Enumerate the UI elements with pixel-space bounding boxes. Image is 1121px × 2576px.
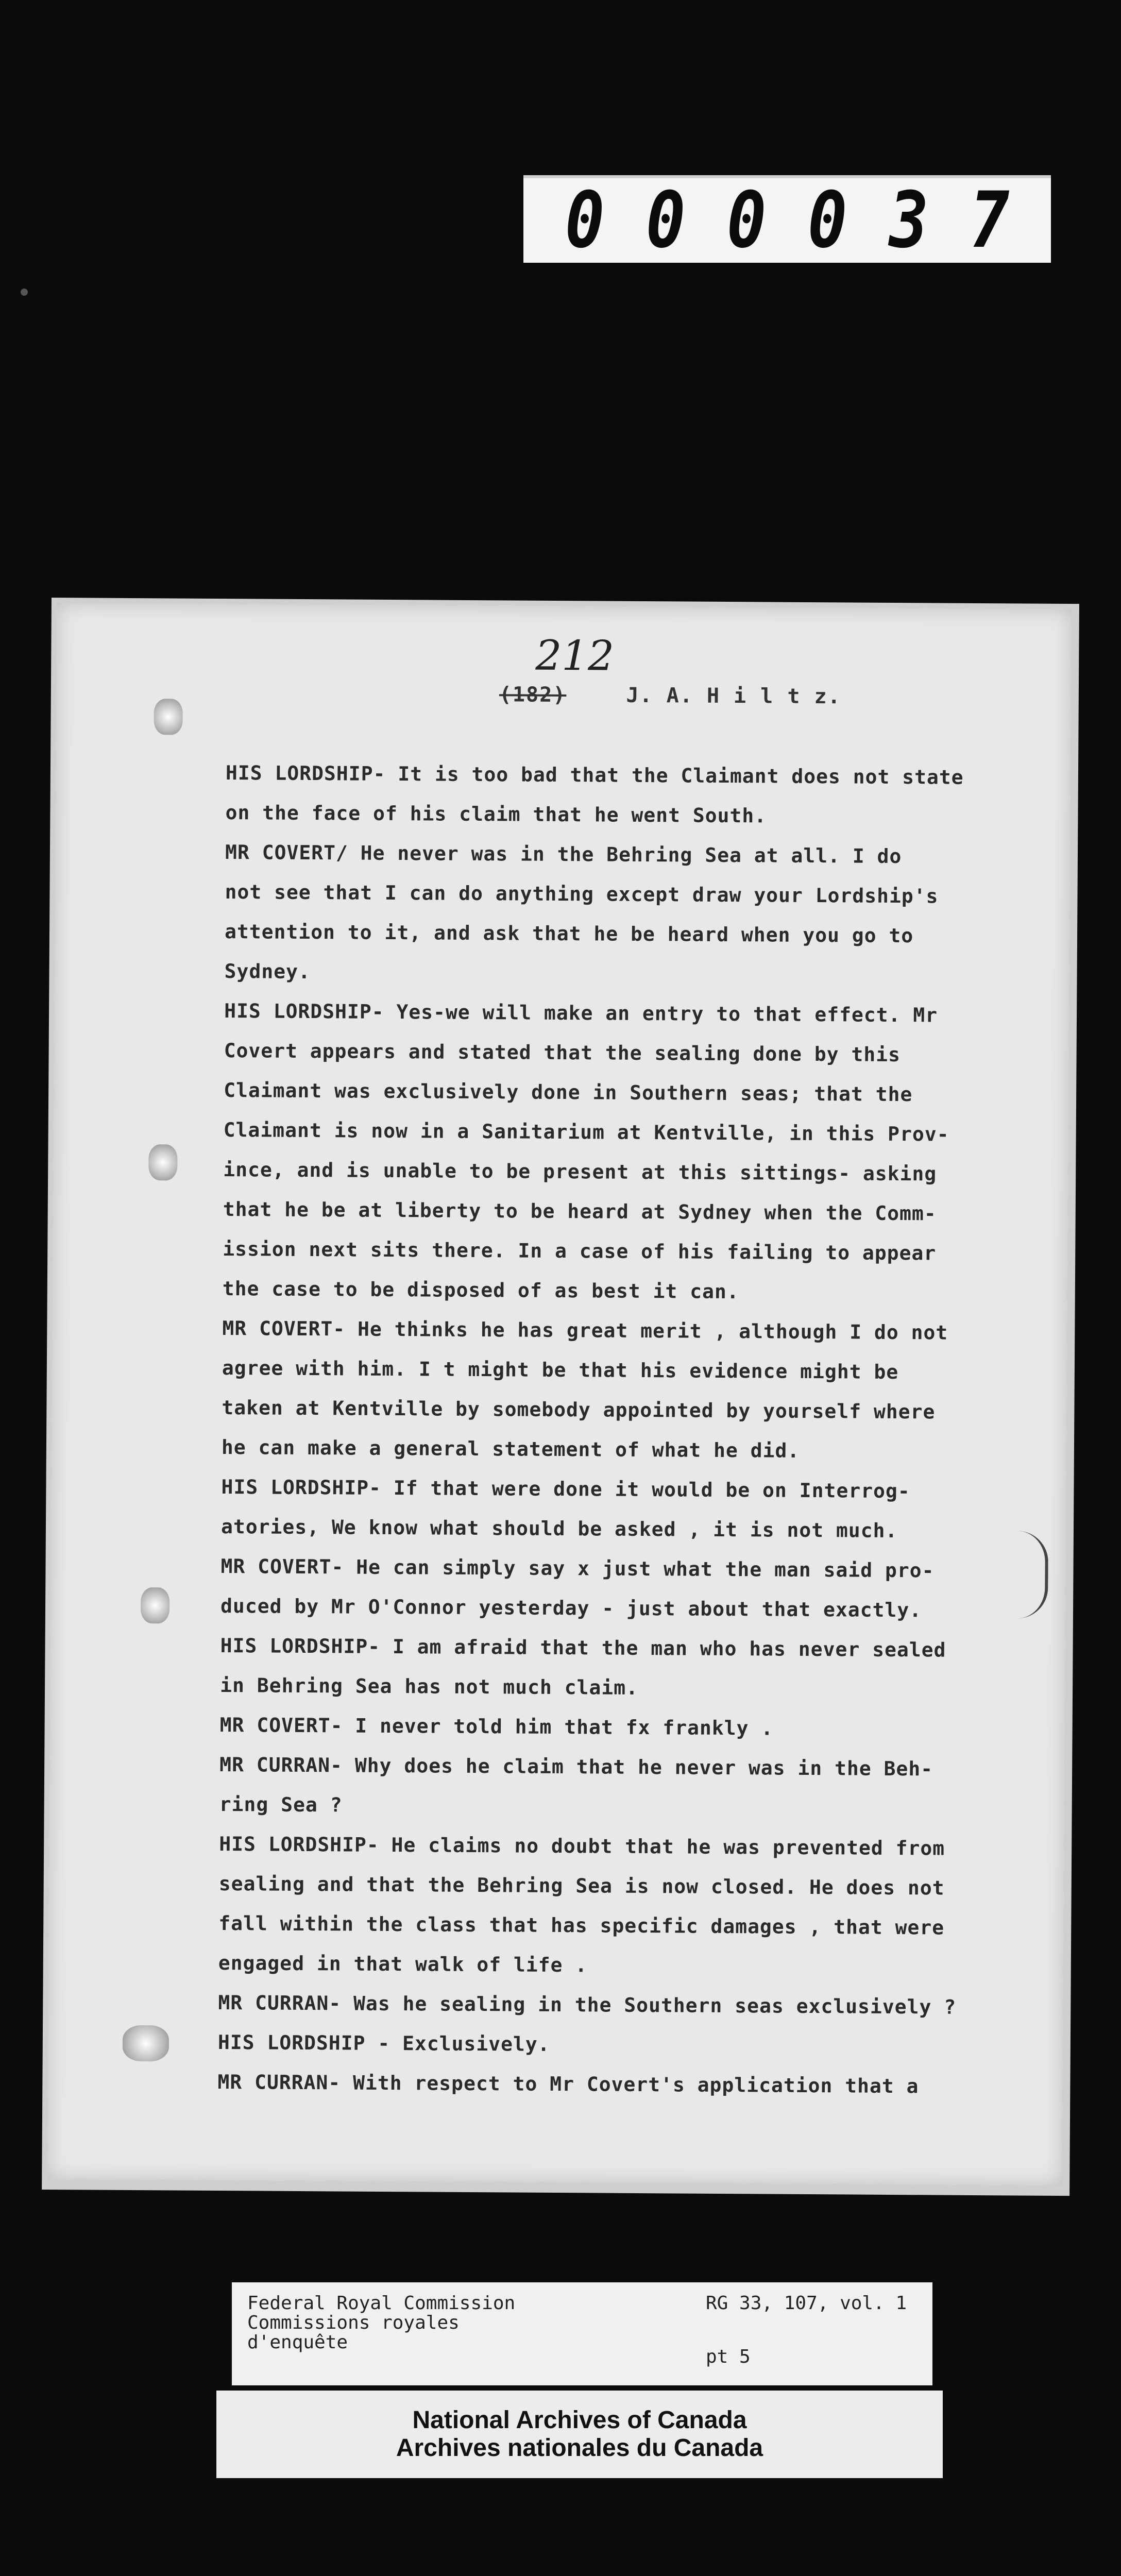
transcript-line: HIS LORDSHIP- I am afraid that the man who has never sealed [220,1634,946,1662]
transcript-line: MR COVERT- He can simply say x just what the man said pro- [220,1554,935,1582]
transcript-line: atories, We know what should be asked , it is not much. [220,1515,898,1543]
frame-digit: 0 [646,176,686,265]
transcript-line: MR COVERT/ He never was in the Behring Sea at all. I do [225,841,902,868]
archives-banner [216,2391,943,2478]
collection-label [232,2282,932,2385]
transcript-line: HIS LORDSHIP- Yes-we will make an entry to that effect. Mr [224,999,938,1027]
margin-bracket-mark [1014,1531,1048,1618]
transcript-line: MR COVERT- He thinks he has great merit , although I do not [222,1316,948,1344]
transcript-line: MR CURRAN- Why does he claim that he never was in the Beh- [219,1753,933,1781]
transcript-line: attention to it, and ask that he be heard when you go to [224,920,914,947]
record-group-ref: RG 33, 107, vol. 1 [706,2293,907,2314]
frame-digit: 3 [889,176,929,265]
collection-reference [706,2294,907,2367]
transcript-line: HIS LORDSHIP- It is too bad that the Claimant does not state [225,761,964,789]
struck-page-number: (182) [499,683,567,707]
collection-name [247,2294,515,2352]
frame-digit: 0 [726,176,767,265]
transcript-line: Sydney. [224,960,311,984]
transcript-line: the case to be disposed of as best it can. [222,1277,739,1303]
handwritten-page-number: 212 [535,631,615,680]
transcript-line: HIS LORDSHIP- If that were done it would be on Interrog- [221,1475,910,1503]
transcript-line: that he be at liberty to be heard at Sydney when the Comm- [223,1197,937,1225]
collection-name-fr-2: d'enquête [247,2332,348,2353]
collection-name-fr: Commissions royales [247,2312,460,2333]
transcript-line: ince, and is unable to be present at this sittings- asking [223,1158,937,1185]
collection-name-en: Federal Royal Commission [247,2293,516,2314]
frame-digit: 0 [808,176,848,265]
transcript-line: HIS LORDSHIP - Exclusively. [217,2030,550,2056]
transcript-line: ission next sits there. In a case of his failing to appear [223,1237,937,1265]
transcript-line: taken at Kentville by somebody appointed by yourself where [222,1396,936,1423]
archives-name-en: National Archives of Canada [412,2406,747,2434]
transcript-line: ring Sea ? [219,1792,343,1817]
transcript-line: engaged in that walk of life . [218,1951,588,1977]
transcript-line: MR COVERT- I never told him that fx frankly . [219,1713,774,1740]
transcript-line: fall within the class that has specific damages , that were [218,1911,945,1939]
transcript-line: Claimant is now in a Sanitarium at Kentville, in this Prov- [223,1118,949,1146]
transcript-line: on the face of his claim that he went South. [225,801,767,827]
film-speck [21,289,28,296]
punch-hole [154,699,182,735]
frame-digit: 0 [565,176,605,265]
transcript-line: sealing and that the Behring Sea is now closed. He does not [218,1872,945,1900]
transcript-line: HIS LORDSHIP- He claims no doubt that he was prevented from [219,1832,945,1860]
part-number: pt 5 [706,2346,751,2367]
transcript-line: duced by Mr O'Connor yesterday - just about that exactly. [220,1594,922,1622]
frame-digit: 7 [970,176,1010,265]
punch-hole [141,1587,169,1623]
transcript-line: MR CURRAN- With respect to Mr Covert's application that a [217,2070,919,2098]
transcript-line: not see that I can do anything except draw your Lordship's [225,880,939,908]
punch-hole [123,2025,169,2062]
page-header [499,683,841,708]
transcript-line: MR CURRAN- Was he sealing in the Southern seas exclusively ? [218,1991,957,2019]
punch-hole [148,1144,177,1180]
witness-name: J. A. H i l t z. [626,683,841,709]
transcript-line: he can make a general statement of what he did. [221,1435,800,1462]
frame-number-strip [523,175,1051,263]
transcript-line: Covert appears and stated that the sealing done by this [224,1039,901,1066]
archives-name-fr: Archives nationales du Canada [396,2434,763,2462]
transcript-line: Claimant was exclusively done in Southern seas; that the [224,1078,913,1106]
transcript-line: agree with him. I t might be that his evidence might be [222,1356,899,1384]
transcript-text [217,753,1014,2107]
transcript-line: in Behring Sea has not much claim. [220,1673,639,1699]
document-page [47,603,1072,2185]
